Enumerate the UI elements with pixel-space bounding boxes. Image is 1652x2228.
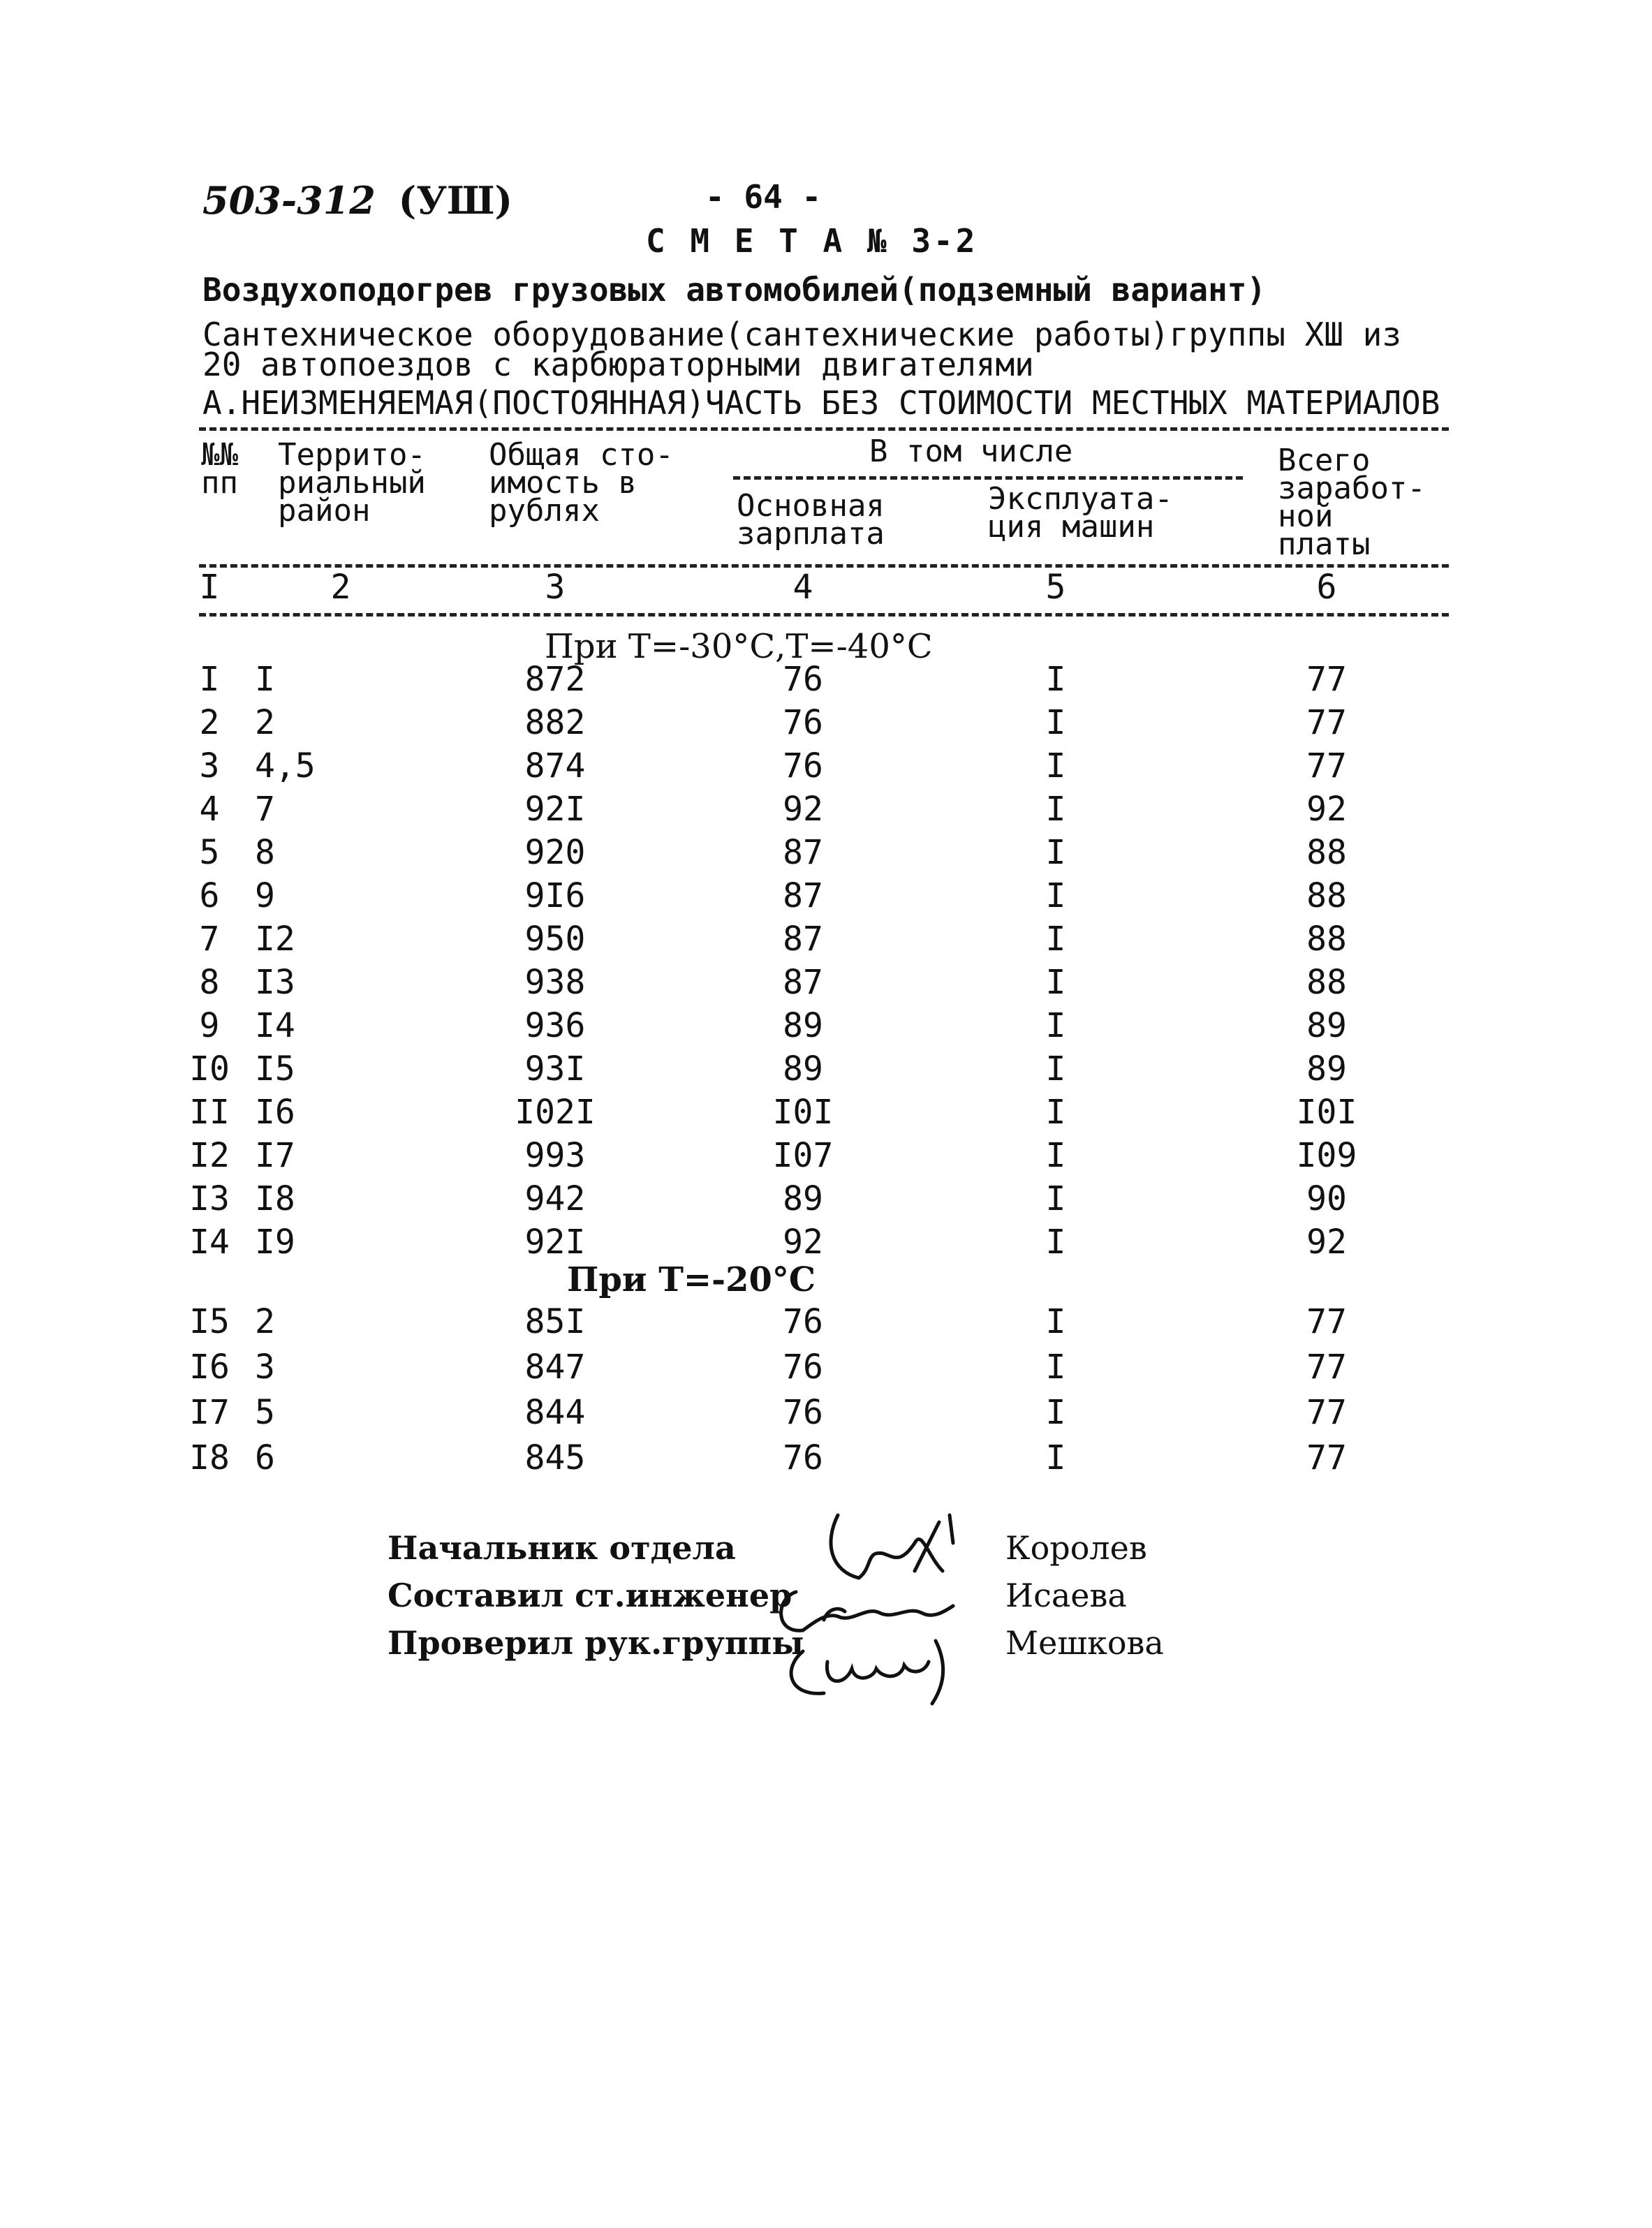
signature-name-3: Мешкова bbox=[1005, 1624, 1164, 1662]
estimate-line-2: Сантехническое оборудование(сантехнические работы)группы XШ из bbox=[202, 316, 1402, 353]
column-number: 3 bbox=[545, 568, 566, 607]
column-number: 5 bbox=[1045, 568, 1066, 607]
row-machine-operation: I bbox=[1045, 920, 1066, 959]
header-num-line-2: пп bbox=[201, 465, 238, 501]
row-machine-operation: I bbox=[1045, 1393, 1066, 1432]
row-total-cost: 882 bbox=[524, 703, 586, 742]
row-region: I2 bbox=[255, 920, 295, 959]
row-base-salary: 76 bbox=[783, 1302, 823, 1341]
row-total-wages: 90 bbox=[1306, 1179, 1347, 1218]
row-total-wages: 77 bbox=[1306, 1348, 1347, 1387]
row-number: I0 bbox=[189, 1049, 230, 1089]
row-number: 7 bbox=[199, 920, 220, 959]
handwritten-signatures bbox=[761, 1501, 991, 1711]
row-region: I6 bbox=[255, 1093, 295, 1132]
row-total-cost: 874 bbox=[524, 746, 586, 785]
row-number: I4 bbox=[189, 1223, 230, 1262]
row-machine-operation: I bbox=[1045, 1093, 1066, 1132]
header-group-rule bbox=[733, 476, 1243, 480]
row-total-cost: 950 bbox=[524, 920, 586, 959]
row-total-cost: 938 bbox=[524, 963, 586, 1002]
header-wages-line-4: платы bbox=[1278, 526, 1371, 562]
row-number: 6 bbox=[199, 876, 220, 915]
row-total-wages: 77 bbox=[1306, 1438, 1347, 1477]
row-base-salary: 92 bbox=[783, 790, 823, 829]
signature-role-3: Проверил рук.группы bbox=[388, 1624, 804, 1662]
row-machine-operation: I bbox=[1045, 1438, 1066, 1477]
row-machine-operation: I bbox=[1045, 1049, 1066, 1089]
header-num bbox=[201, 437, 238, 501]
header-group: В том числе bbox=[869, 434, 1073, 469]
row-region: I7 bbox=[255, 1136, 295, 1175]
row-machine-operation: I bbox=[1045, 876, 1066, 915]
row-machine-operation: I bbox=[1045, 1179, 1066, 1218]
row-region: 8 bbox=[255, 833, 275, 872]
column-number: 2 bbox=[330, 568, 351, 607]
header-machines bbox=[988, 481, 1173, 545]
row-total-cost: 920 bbox=[524, 833, 586, 872]
estimate-line-3: 20 автопоездов с карбюраторными двигателями bbox=[202, 346, 1034, 383]
row-machine-operation: I bbox=[1045, 1223, 1066, 1262]
header-total-line-2: имость в bbox=[489, 465, 637, 501]
table-top-rule bbox=[199, 427, 1449, 431]
row-total-wages: 92 bbox=[1306, 790, 1347, 829]
row-total-wages: 77 bbox=[1306, 703, 1347, 742]
row-total-wages: 77 bbox=[1306, 1393, 1347, 1432]
row-number: I6 bbox=[189, 1348, 230, 1387]
row-total-cost: 92I bbox=[524, 1223, 586, 1262]
row-base-salary: 89 bbox=[783, 1006, 823, 1045]
row-region: 5 bbox=[255, 1393, 275, 1432]
row-region: 3 bbox=[255, 1348, 275, 1387]
signature-name-1: Королев bbox=[1005, 1529, 1147, 1567]
header-region bbox=[278, 437, 426, 529]
row-total-wages: 89 bbox=[1306, 1006, 1347, 1045]
row-base-salary: 76 bbox=[783, 1393, 823, 1432]
header-total-line-1: Общая сто- bbox=[489, 437, 674, 473]
header-salary-line-1: Основная bbox=[737, 488, 885, 524]
row-base-salary: 76 bbox=[783, 746, 823, 785]
row-region: 2 bbox=[255, 703, 275, 742]
row-total-wages: I0I bbox=[1296, 1093, 1357, 1132]
column-number: 6 bbox=[1316, 568, 1337, 607]
row-total-wages: I09 bbox=[1296, 1136, 1357, 1175]
header-salary-line-2: зарплата bbox=[737, 516, 885, 552]
row-number: I bbox=[199, 660, 220, 699]
row-number: 9 bbox=[199, 1006, 220, 1045]
row-base-salary: I0I bbox=[772, 1093, 834, 1132]
signature-name-2: Исаева bbox=[1005, 1577, 1127, 1614]
row-total-cost: 93I bbox=[524, 1049, 586, 1089]
row-base-salary: 89 bbox=[783, 1049, 823, 1089]
row-base-salary: 89 bbox=[783, 1179, 823, 1218]
document-volume: (УШ) bbox=[398, 178, 513, 223]
row-number: I5 bbox=[189, 1302, 230, 1341]
page-number: - 64 - bbox=[705, 178, 822, 216]
row-total-cost: 845 bbox=[524, 1438, 586, 1477]
header-num-line-1: №№ bbox=[201, 437, 238, 473]
row-total-cost: 993 bbox=[524, 1136, 586, 1175]
row-base-salary: 76 bbox=[783, 703, 823, 742]
row-total-cost: 942 bbox=[524, 1179, 586, 1218]
signature-meshkova bbox=[791, 1641, 943, 1704]
section-title-2: При Т=-20°С bbox=[567, 1260, 816, 1299]
row-number: I7 bbox=[189, 1393, 230, 1432]
part-title: А.НЕИЗМЕНЯЕМАЯ(ПОСТОЯННАЯ)ЧАСТЬ БЕЗ СТОИМОСТИ МЕСТНЫХ МАТЕРИАЛОВ bbox=[202, 384, 1440, 422]
row-total-cost: 844 bbox=[524, 1393, 586, 1432]
row-region: 6 bbox=[255, 1438, 275, 1477]
row-base-salary: 92 bbox=[783, 1223, 823, 1262]
header-wages-line-2: заработ- bbox=[1278, 471, 1426, 506]
row-base-salary: 87 bbox=[783, 920, 823, 959]
row-region: 4,5 bbox=[255, 746, 316, 785]
row-total-wages: 77 bbox=[1306, 660, 1347, 699]
header-salary bbox=[737, 488, 885, 552]
document-code bbox=[202, 178, 512, 223]
row-region: I5 bbox=[255, 1049, 295, 1089]
row-number: 5 bbox=[199, 833, 220, 872]
row-total-cost: 85I bbox=[524, 1302, 586, 1341]
header-total bbox=[489, 437, 674, 529]
header-total-line-3: рублях bbox=[489, 493, 600, 529]
signature-korolev bbox=[831, 1515, 953, 1578]
row-total-cost: I02I bbox=[515, 1093, 596, 1132]
row-base-salary: 87 bbox=[783, 963, 823, 1002]
header-region-line-3: район bbox=[278, 493, 371, 529]
row-region: 2 bbox=[255, 1302, 275, 1341]
row-number: 3 bbox=[199, 746, 220, 785]
signature-role-2: Составил ст.инженер bbox=[388, 1577, 792, 1614]
row-number: II bbox=[189, 1093, 230, 1132]
row-base-salary: 76 bbox=[783, 1348, 823, 1387]
row-region: I9 bbox=[255, 1223, 295, 1262]
header-wages bbox=[1278, 443, 1426, 562]
header-region-line-2: риальный bbox=[278, 465, 426, 501]
signature-isaeva bbox=[781, 1592, 953, 1630]
estimate-title: С М Е Т А № 3-2 bbox=[646, 222, 978, 260]
row-region: I4 bbox=[255, 1006, 295, 1045]
section-title-1: При Т=-30°С,Т=-40°С bbox=[545, 627, 933, 666]
row-number: 4 bbox=[199, 790, 220, 829]
row-number: I3 bbox=[189, 1179, 230, 1218]
column-number: I bbox=[199, 568, 220, 607]
row-base-salary: 76 bbox=[783, 1438, 823, 1477]
row-region: I8 bbox=[255, 1179, 295, 1218]
row-machine-operation: I bbox=[1045, 1136, 1066, 1175]
row-total-wages: 88 bbox=[1306, 833, 1347, 872]
row-total-cost: 872 bbox=[524, 660, 586, 699]
row-base-salary: 87 bbox=[783, 833, 823, 872]
header-machines-line-2: ция машин bbox=[988, 509, 1155, 545]
header-wages-line-1: Всего bbox=[1278, 443, 1371, 478]
row-region: I3 bbox=[255, 963, 295, 1002]
header-wages-line-3: ной bbox=[1278, 499, 1334, 534]
row-base-salary: 76 bbox=[783, 660, 823, 699]
row-region: 9 bbox=[255, 876, 275, 915]
row-total-cost: 936 bbox=[524, 1006, 586, 1045]
document-code-value: 503-312 bbox=[202, 178, 376, 223]
row-total-wages: 88 bbox=[1306, 876, 1347, 915]
row-total-wages: 77 bbox=[1306, 746, 1347, 785]
column-numbers-rule bbox=[199, 613, 1449, 617]
row-base-salary: 87 bbox=[783, 876, 823, 915]
row-number: 2 bbox=[199, 703, 220, 742]
row-number: 8 bbox=[199, 963, 220, 1002]
row-machine-operation: I bbox=[1045, 746, 1066, 785]
row-machine-operation: I bbox=[1045, 660, 1066, 699]
row-total-cost: 9I6 bbox=[524, 876, 586, 915]
row-machine-operation: I bbox=[1045, 703, 1066, 742]
row-total-cost: 92I bbox=[524, 790, 586, 829]
row-number: I8 bbox=[189, 1438, 230, 1477]
signature-role-1: Начальник отдела bbox=[388, 1529, 736, 1567]
row-region: 7 bbox=[255, 790, 275, 829]
header-region-line-1: Террито- bbox=[278, 437, 426, 473]
row-total-wages: 77 bbox=[1306, 1302, 1347, 1341]
estimate-subtitle: Воздухоподогрев грузовых автомобилей(подземный вариант) bbox=[202, 271, 1267, 309]
row-region: I bbox=[255, 660, 275, 699]
row-total-wages: 88 bbox=[1306, 963, 1347, 1002]
row-machine-operation: I bbox=[1045, 1348, 1066, 1387]
row-machine-operation: I bbox=[1045, 963, 1066, 1002]
row-total-wages: 89 bbox=[1306, 1049, 1347, 1089]
header-machines-line-1: Эксплуата- bbox=[988, 481, 1173, 517]
row-machine-operation: I bbox=[1045, 790, 1066, 829]
row-total-wages: 92 bbox=[1306, 1223, 1347, 1262]
row-machine-operation: I bbox=[1045, 1006, 1066, 1045]
row-base-salary: I07 bbox=[772, 1136, 834, 1175]
row-number: I2 bbox=[189, 1136, 230, 1175]
column-number: 4 bbox=[792, 568, 813, 607]
row-machine-operation: I bbox=[1045, 1302, 1066, 1341]
row-machine-operation: I bbox=[1045, 833, 1066, 872]
row-total-wages: 88 bbox=[1306, 920, 1347, 959]
row-total-cost: 847 bbox=[524, 1348, 586, 1387]
